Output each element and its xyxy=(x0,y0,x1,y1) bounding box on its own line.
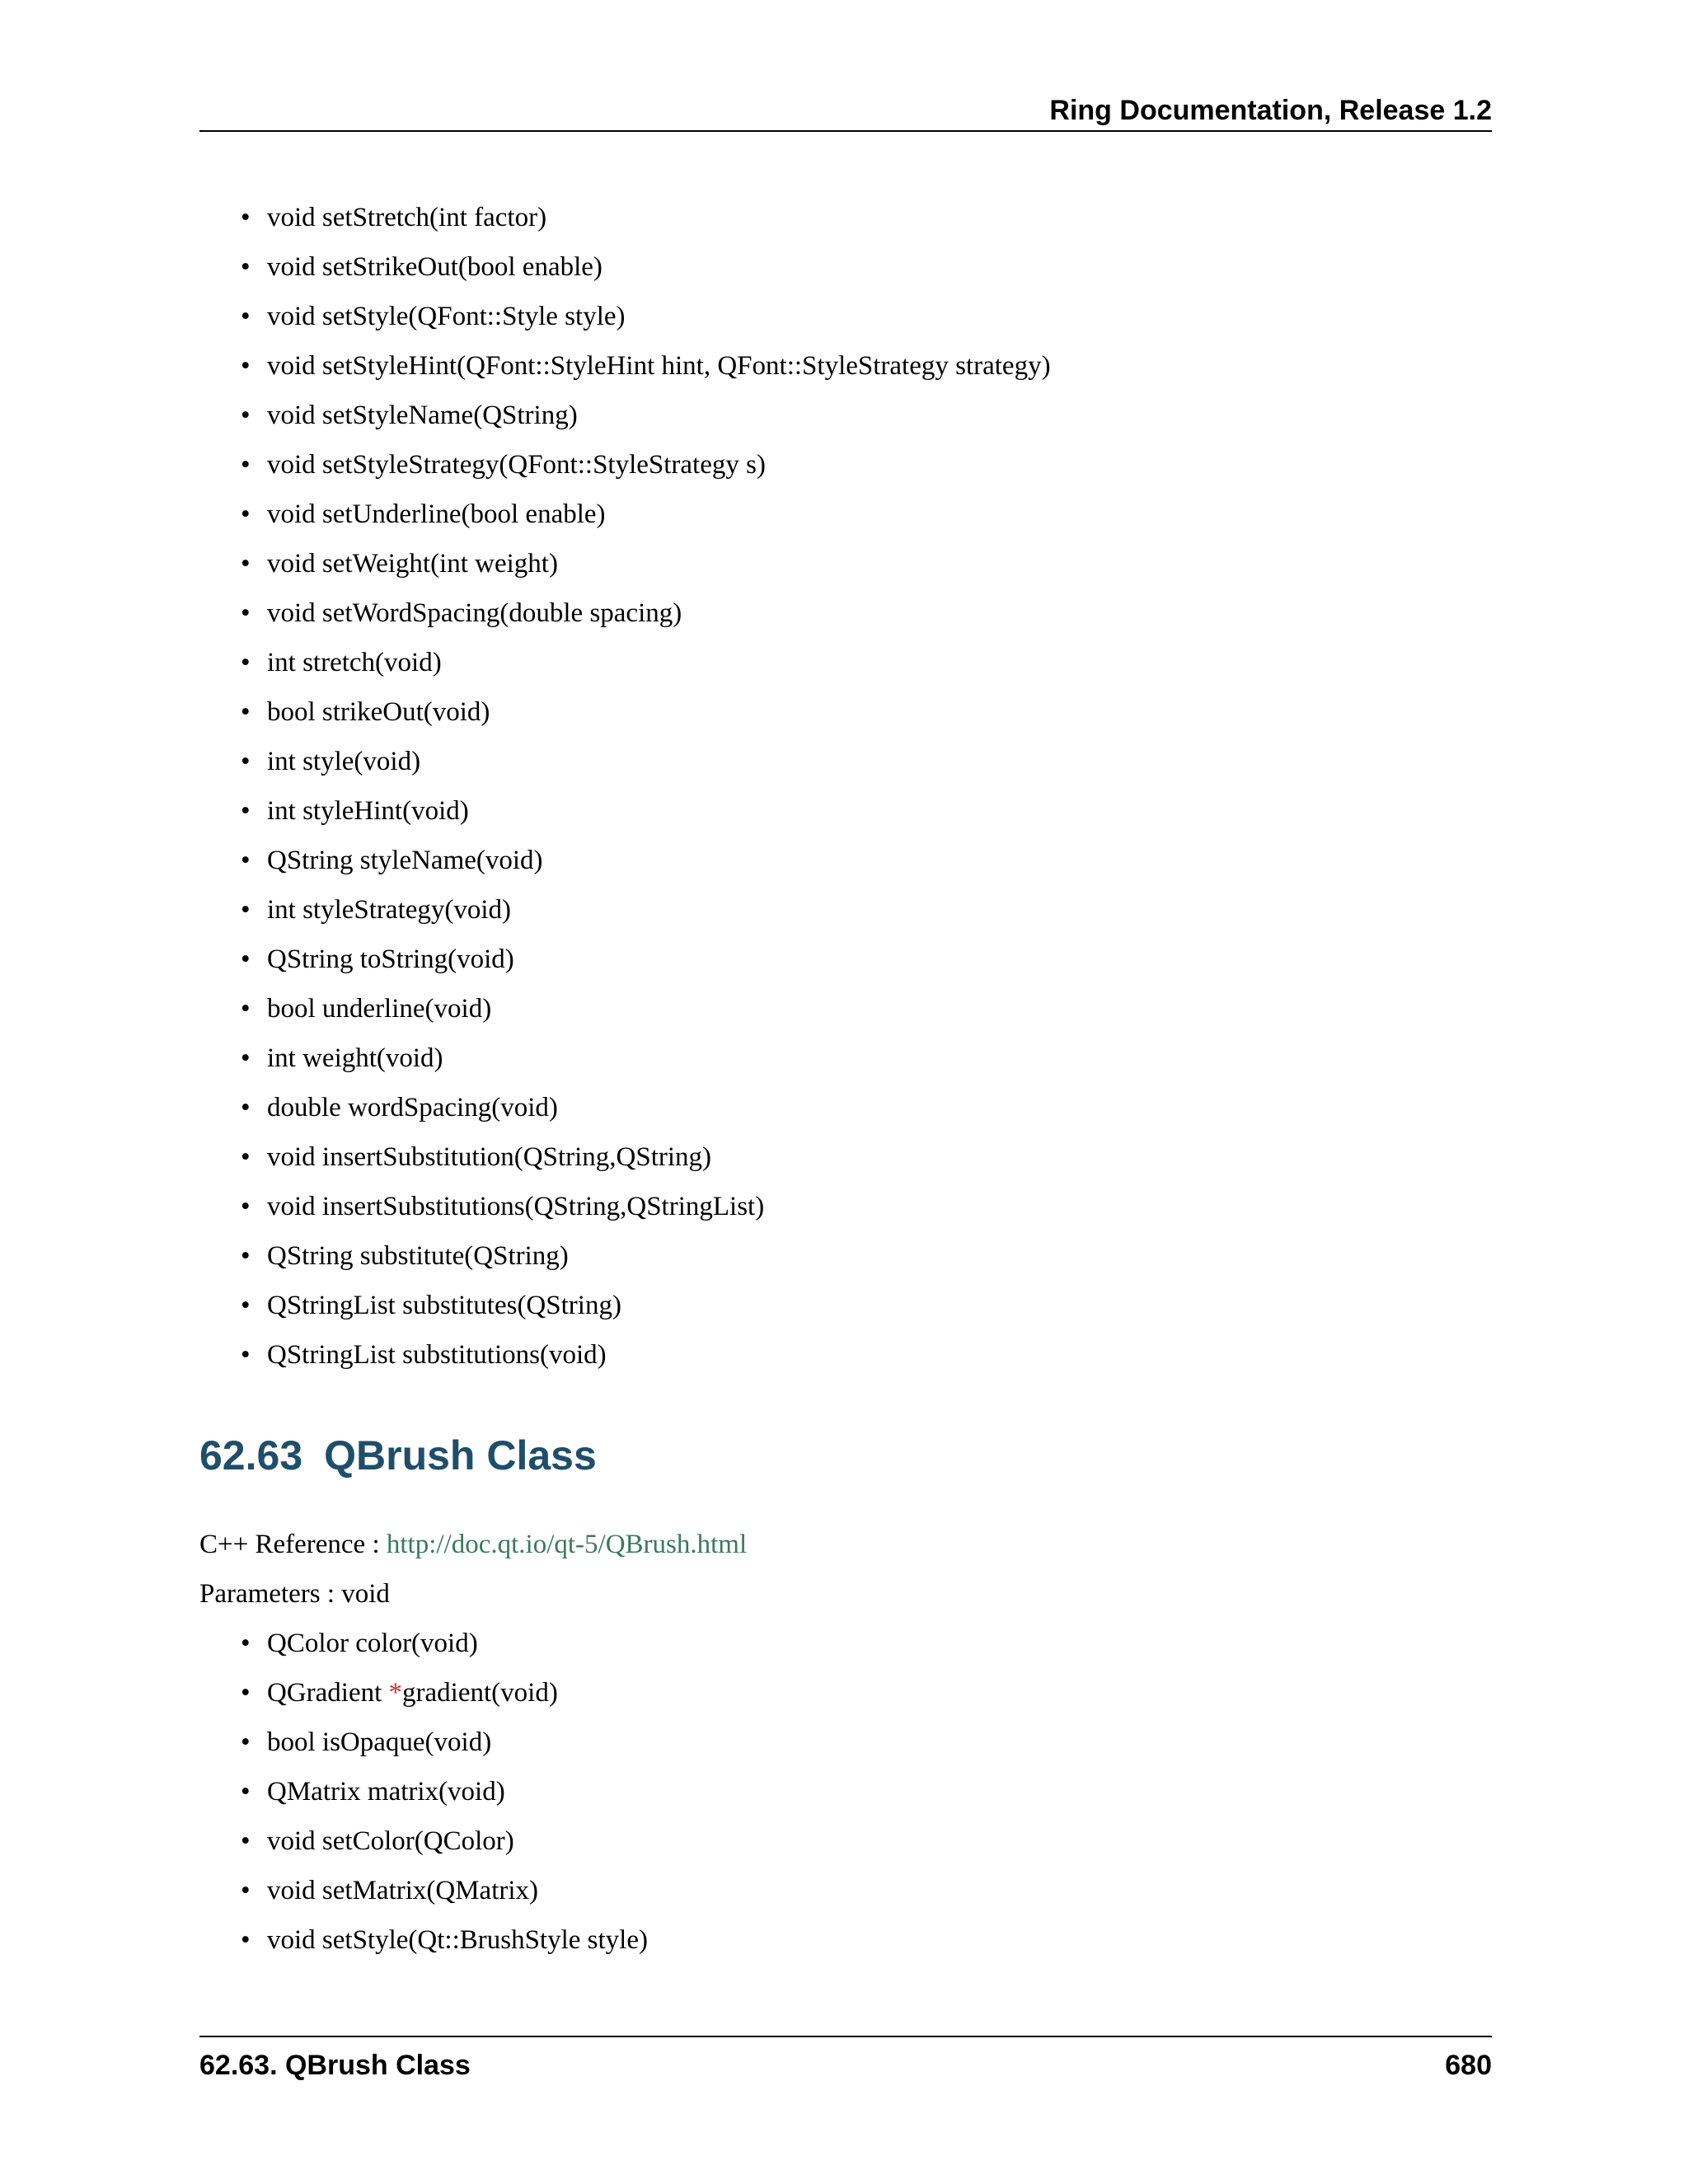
reference-label: C++ Reference : xyxy=(199,1530,387,1559)
list-item: • void setStyleName(QString) xyxy=(241,391,1477,440)
section-heading xyxy=(199,1431,597,1480)
list-item: • void setStyleHint(QFont::StyleHint hint, QFont::StyleStrategy strategy) xyxy=(241,341,1477,391)
list-item: • int weight(void) xyxy=(241,1033,1477,1083)
list-item: • void setStretch(int factor) xyxy=(241,193,1477,242)
return-type: QGradient xyxy=(267,1678,389,1708)
qfont-method-list xyxy=(241,193,1477,1380)
list-item: • void setWeight(int weight) xyxy=(241,539,1477,588)
list-item: • QString toString(void) xyxy=(241,935,1477,984)
page-header xyxy=(199,89,1492,132)
page-number: 680 xyxy=(1445,2050,1492,2081)
list-item: • QColor color(void) xyxy=(241,1619,1477,1668)
list-item: • void setStyle(QFont::Style style) xyxy=(241,292,1477,341)
list-item: • int styleHint(void) xyxy=(241,786,1477,836)
qbrush-method-list xyxy=(241,1619,1477,1965)
list-item: • void setWordSpacing(double spacing) xyxy=(241,588,1477,638)
list-item xyxy=(241,1668,1477,1718)
list-item: • void setStyle(Qt::BrushStyle style) xyxy=(241,1915,1477,1965)
list-item: • void setMatrix(QMatrix) xyxy=(241,1866,1477,1915)
method-name: gradient(void) xyxy=(402,1678,558,1708)
list-item: • QMatrix matrix(void) xyxy=(241,1767,1477,1816)
list-item: • void setStyleStrategy(QFont::StyleStrategy s) xyxy=(241,440,1477,490)
footer-section-label: 62.63. QBrush Class xyxy=(199,2050,471,2081)
parameters-text: Parameters : void xyxy=(199,1579,390,1609)
list-item: • QStringList substitutes(QString) xyxy=(241,1281,1477,1330)
list-item: • int stretch(void) xyxy=(241,638,1477,687)
list-item: • bool underline(void) xyxy=(241,984,1477,1033)
document-title: Ring Documentation, Release 1.2 xyxy=(1049,95,1492,126)
reference-link[interactable]: http://doc.qt.io/qt-5/QBrush.html xyxy=(386,1530,748,1559)
list-item: • bool strikeOut(void) xyxy=(241,687,1477,737)
section-title: QBrush Class xyxy=(324,1432,597,1479)
page-footer xyxy=(199,2036,1492,2090)
list-item: • void setStrikeOut(bool enable) xyxy=(241,242,1477,292)
list-item: • void insertSubstitution(QString,QString) xyxy=(241,1132,1477,1182)
list-item: • int styleStrategy(void) xyxy=(241,885,1477,935)
cpp-reference xyxy=(199,1520,747,1569)
list-item: • void setUnderline(bool enable) xyxy=(241,490,1477,539)
list-item: • QString styleName(void) xyxy=(241,836,1477,885)
list-item: • double wordSpacing(void) xyxy=(241,1083,1477,1132)
list-item: • QStringList substitutions(void) xyxy=(241,1330,1477,1380)
list-item: • void insertSubstitutions(QString,QStringList) xyxy=(241,1182,1477,1231)
pointer-asterisk: * xyxy=(388,1678,403,1708)
list-item: • void setColor(QColor) xyxy=(241,1816,1477,1866)
section-number: 62.63 xyxy=(199,1432,303,1479)
list-item: • QString substitute(QString) xyxy=(241,1231,1477,1281)
list-item: • bool isOpaque(void) xyxy=(241,1718,1477,1767)
list-item: • int style(void) xyxy=(241,737,1477,786)
